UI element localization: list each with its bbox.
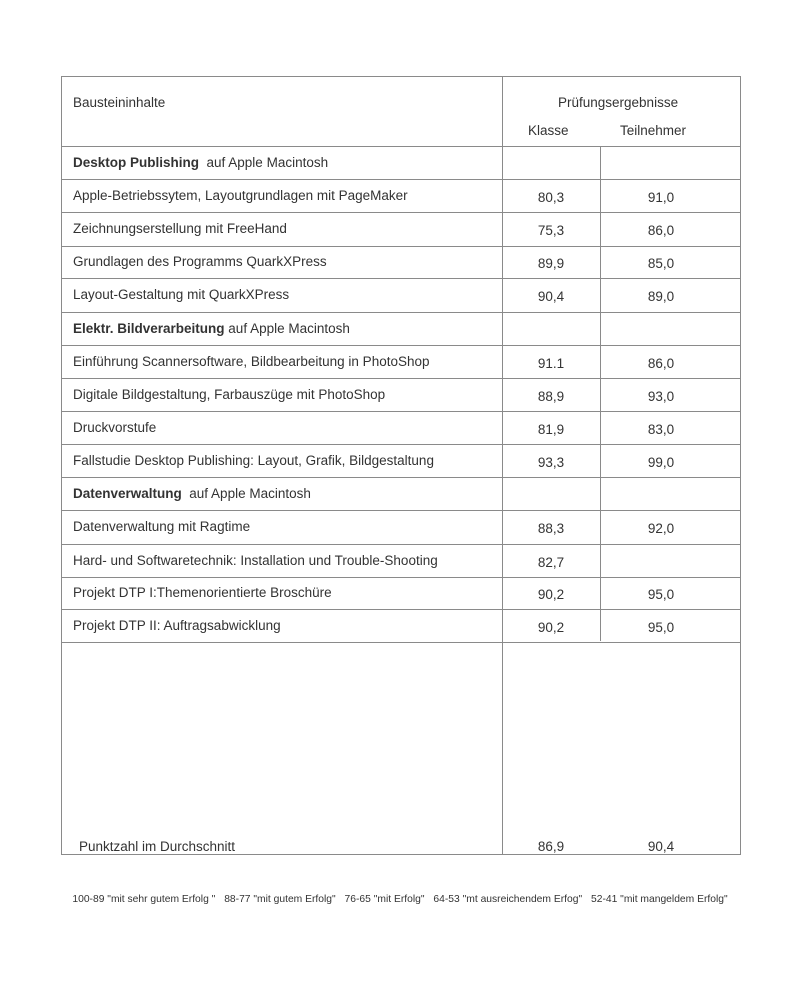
row-divider	[62, 609, 740, 610]
row-label: Datenverwaltung mit Ragtime	[73, 519, 251, 534]
results-table	[61, 76, 741, 855]
header-klasse: Klasse	[528, 123, 569, 138]
row-divider	[62, 246, 740, 247]
row-label: Zeichnungserstellung mit FreeHand	[73, 221, 287, 236]
header-divider	[62, 146, 740, 147]
row-teilnehmer-value: 83,0	[647, 422, 675, 437]
row-klasse-value: 82,7	[537, 555, 565, 570]
header-bausteininhalte: Bausteininhalte	[73, 95, 166, 110]
row-teilnehmer-value: 95,0	[647, 620, 675, 635]
legend-item: 88-77 "mit gutem Erfolg"	[224, 894, 336, 905]
row-teilnehmer-value: 99,0	[647, 455, 675, 470]
row-teilnehmer-value: 86,0	[647, 223, 675, 238]
row-divider	[62, 642, 740, 643]
row-label: Projekt DTP II: Auftragsabwicklung	[73, 618, 281, 633]
row-divider	[62, 345, 740, 346]
row-klasse-value: 90,2	[537, 587, 565, 602]
grading-legend	[0, 894, 800, 905]
row-klasse-value: 75,3	[537, 223, 565, 238]
row-teilnehmer-value: 92,0	[647, 521, 675, 536]
row-teilnehmer-value: 89,0	[647, 289, 675, 304]
row-teilnehmer-value: 93,0	[647, 389, 675, 404]
section-title: Desktop Publishing	[73, 155, 200, 170]
row-divider	[62, 312, 740, 313]
row-klasse-value: 81,9	[537, 422, 565, 437]
row-teilnehmer-value: 85,0	[647, 256, 675, 271]
row-label: Druckvorstufe	[73, 420, 157, 435]
summary-klasse: 86,9	[537, 839, 565, 854]
row-divider	[62, 444, 740, 445]
section-heading	[73, 321, 350, 337]
section-subtitle: auf Apple Macintosh	[224, 321, 350, 336]
row-label: Hard- und Softwaretechnik: Installation und Trouble-Shooting	[73, 553, 438, 568]
row-divider	[62, 179, 740, 180]
section-subtitle: auf Apple Macintosh	[181, 486, 311, 501]
column-divider	[600, 147, 601, 641]
row-klasse-value: 90,4	[537, 289, 565, 304]
row-label: Grundlagen des Programms QuarkXPress	[73, 254, 327, 269]
section-heading	[73, 486, 311, 502]
row-teilnehmer-value: 95,0	[647, 587, 675, 602]
section-title: Elektr. Bildverarbeitung	[73, 321, 225, 336]
row-divider	[62, 411, 740, 412]
legend-item: 52-41 "mit mangeldem Erfolg"	[590, 894, 728, 905]
row-klasse-value: 91.1	[537, 356, 565, 371]
header-teilnehmer: Teilnehmer	[620, 123, 687, 138]
legend-item: 100-89 "mit sehr gutem Erfolg "	[72, 894, 216, 905]
row-label: Layout-Gestaltung mit QuarkXPress	[73, 287, 290, 302]
row-divider	[62, 378, 740, 379]
section-title: Datenverwaltung	[73, 486, 182, 501]
row-klasse-value: 80,3	[537, 190, 565, 205]
legend-item: 76-65 "mit Erfolg"	[344, 894, 425, 905]
row-divider	[62, 477, 740, 478]
row-divider	[62, 510, 740, 511]
row-klasse-value: 93,3	[537, 455, 565, 470]
row-label: Fallstudie Desktop Publishing: Layout, Grafik, Bildgestaltung	[73, 453, 434, 468]
row-divider	[62, 278, 740, 279]
row-klasse-value: 89,9	[537, 256, 565, 271]
row-divider	[62, 212, 740, 213]
row-teilnehmer-value: 86,0	[647, 356, 675, 371]
section-heading	[73, 155, 328, 171]
row-label: Projekt DTP I:Themenorientierte Broschüre	[73, 585, 332, 600]
row-label: Apple-Betriebssytem, Layoutgrundlagen mit PageMaker	[73, 188, 408, 203]
row-label: Digitale Bildgestaltung, Farbauszüge mit PhotoShop	[73, 387, 386, 402]
header-pruefungsergebnisse: Prüfungsergebnisse	[558, 95, 679, 110]
summary-label: Punktzahl im Durchschnitt	[79, 839, 236, 854]
summary-teilnehmer: 90,4	[647, 839, 675, 854]
row-klasse-value: 88,3	[537, 521, 565, 536]
row-klasse-value: 90,2	[537, 620, 565, 635]
section-subtitle: auf Apple Macintosh	[199, 155, 329, 170]
legend-item: 64-53 "mt ausreichendem Erfog"	[433, 894, 583, 905]
row-klasse-value: 88,9	[537, 389, 565, 404]
row-teilnehmer-value: 91,0	[647, 190, 675, 205]
row-divider	[62, 544, 740, 545]
row-label: Einführung Scannersoftware, Bildbearbeitung in PhotoShop	[73, 354, 430, 369]
row-divider	[62, 577, 740, 578]
